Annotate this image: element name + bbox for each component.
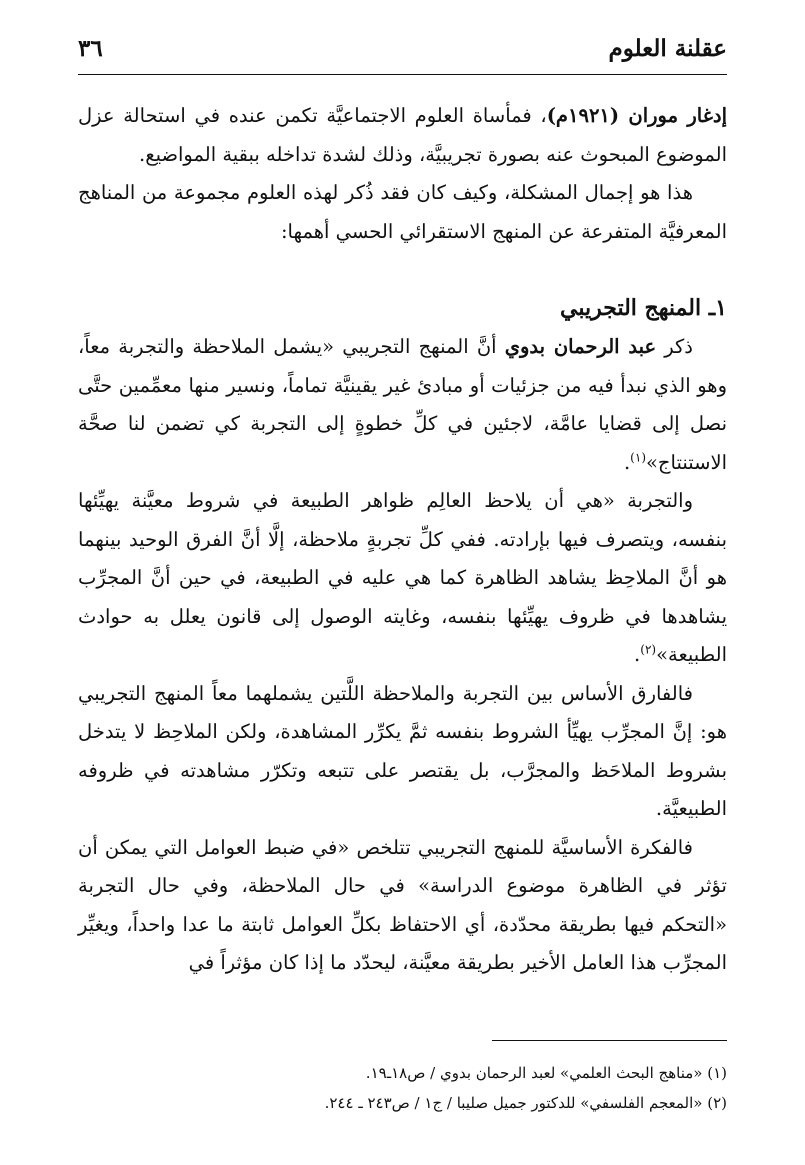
paragraph-4-suffix: .	[634, 643, 641, 666]
running-title: عقلنة العلوم	[608, 34, 727, 62]
footnote-ref-2: (٢)	[640, 642, 657, 657]
author-name-badawi: عبد الرحمان بدوي	[504, 335, 657, 358]
footnote-1: (١) «مناهج البحث العلمي» لعبد الرحمان بدوي / ص١٨ـ١٩.	[365, 1064, 727, 1082]
paragraph-3-prefix: ذكر	[656, 335, 693, 358]
header-rule	[78, 74, 727, 75]
paragraph-4-text: والتجربة «هي أن يلاحظ العالِم ظواهر الطبيعة في شروط معيَّنة يهيِّئها بنفسه، ويتصرف فيها بإرادته. ففي كلِّ تجربةٍ ملاحظة، إلَّا أنَّ الفرق الوحيد بينهما هو أنَّ الملاحِظ يشاهد الظاهرة كما هي عليه في الطبيعة، في حين أنَّ المجرِّب يشاهدها في ظروف يهيِّئها بنفسه، وغايته الوصول إلى قانون يعلل به حوادث الطبيعة»	[78, 489, 727, 666]
paragraph-5: فالفارق الأساس بين التجربة والملاحظة اللَّتين يشملهما معاً المنهج التجريبي هو: إنَّ المجرِّب يهيِّأ الشروط بنفسه ثمَّ يكرِّر المشاهدة، ولكن الملاحِظ لا يتدخل بشروط الملاحَظ والمجرَّب، بل يقتصر على تتبعه وتكرّر مشاهدته في ظروفه الطبيعيَّة.	[78, 681, 727, 820]
footnotes	[78, 1058, 727, 1118]
footnote-ref-1: (١)	[630, 450, 646, 464]
body-text	[78, 97, 727, 983]
paragraph-4	[78, 482, 727, 675]
paragraph-2: هذا هو إجمال المشكلة، وكيف كان فقد ذُكر لهذه العلوم مجموعة من المناهج المعرفيَّة المتفرعة عن المنهج الاستقرائي الحسي أهمها:	[78, 181, 727, 243]
footnote-2: (٢) «المعجم الفلسفي» للدكتور جميل صليبا / ج١ / ص٢٤٣ ـ ٢٤٤.	[324, 1094, 727, 1112]
page-number: ٣٦	[78, 34, 103, 62]
paragraph-1-text: ، فمأساة العلوم الاجتماعيَّة تكمن عنده في استحالة عزل الموضوع المبحوث عنه بصورة تجريبيَّة، وذلك لشدة تداخله ببقية المواضيع.	[78, 104, 727, 166]
paragraph-3	[78, 328, 727, 482]
running-header	[78, 28, 727, 68]
footnote-rule	[492, 1040, 727, 1041]
paragraph-3-suffix: .	[623, 450, 631, 474]
paragraph-6: فالفكرة الأساسيَّة للمنهج التجريبي تتلخص «في ضبط العوامل التي يمكن أن تؤثر في الظاهرة موضوع الدراسة» في حال الملاحظة، وفي حال التجربة «التحكم فيها بطريقة محدّدة، أي الاحتفاظ بكلِّ العوامل ثابتة ما عدا واحداً، ويغيِّر المجرِّب هذا العامل الأخير بطريقة معيَّنة، ليحدّد ما إذا كان مؤثراً في	[78, 835, 727, 974]
paragraph-3-text: أنَّ المنهج التجريبي «يشمل الملاحظة والتجربة معاً، وهو الذي نبدأ فيه من جزئيات أو مبادئ غير يقينيَّة تماماً، ونسير منها معمِّمين حتَّى نصل إلى قضايا عامَّة، لاجئين في كلِّ خطوةٍ إلى التجربة كي تضمن لنا صحَّة الاستنتاج»	[78, 335, 727, 474]
section-heading: ١ـ المنهج التجريبي	[560, 295, 727, 321]
author-name-morin: إدغار موران (١٩٢١م)	[546, 104, 727, 127]
paragraph-1	[78, 97, 727, 174]
